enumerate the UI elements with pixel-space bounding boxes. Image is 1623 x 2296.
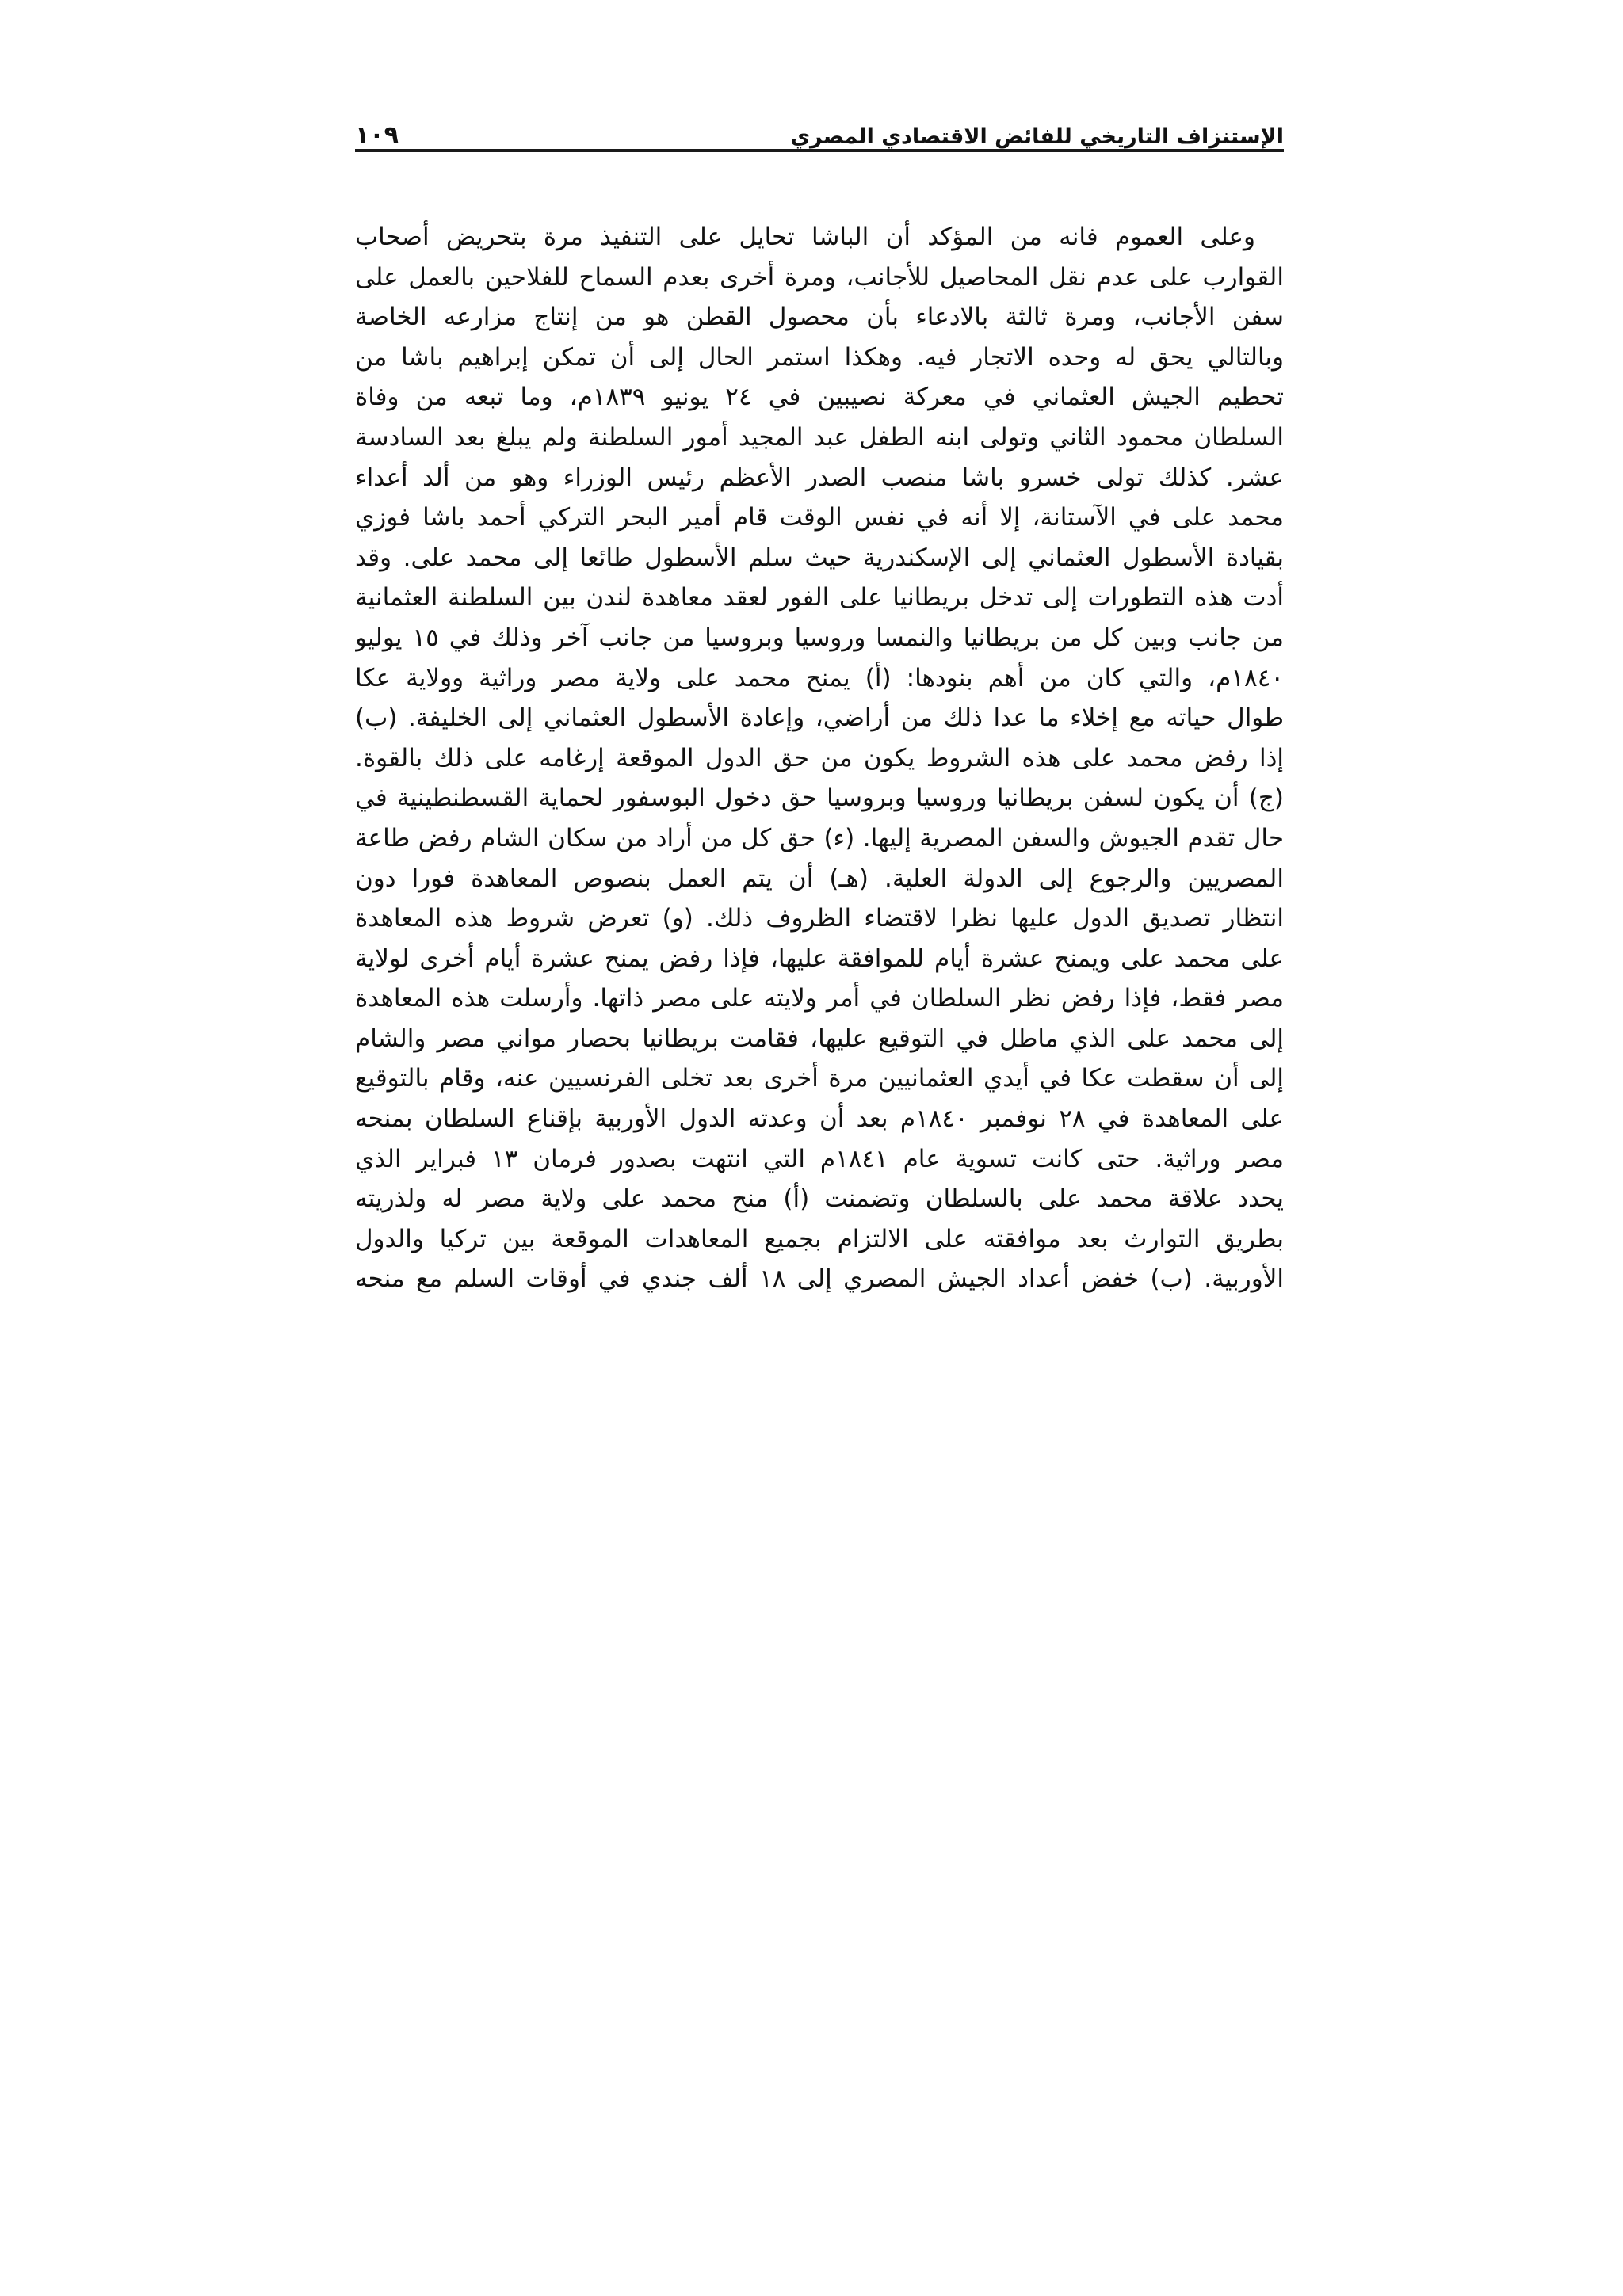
text-line: من جانب وبين كل من بريطانيا والنمسا وروسيا وبروسيا من جانب آخر وذلك في ١٥ يوليو [355,623,1284,652]
text-line: انتظار تصديق الدول عليها نظرا لاقتضاء الظروف ذلك. (و) تعرض شروط هذه المعاهدة [355,904,1284,933]
text-line: الأوربية. (ب) خفض أعداد الجيش المصري إلى ١٨ ألف جندي في أوقات السلم مع منحه [355,1264,1284,1294]
running-title: الإستنزاف التاريخي للفائض الاقتصادي المصري [790,124,1284,149]
running-header [355,101,1284,149]
text-line: إلى محمد على الذي ماطل في التوقيع عليها، فقامت بريطانيا بحصار مواني مصر والشام [355,1024,1284,1053]
text-line: حال تقدم الجيوش والسفن المصرية إليها. (ء) حق كل من أراد من سكان الشام رفض طاعة [355,823,1284,852]
text-line: السلطان محمود الثاني وتولى ابنه الطفل عبد المجيد أمور السلطنة ولم يبلغ بعد السادسة [355,422,1284,452]
text-line: إلى أن سقطت عكا في أيدي العثمانيين مرة أخرى بعد تخلى الفرنسيين عنه، وقام بالتوقيع [355,1064,1284,1093]
text-line: ١٨٤٠م، والتي كان من أهم بنودها: (أ) يمنح محمد على ولاية مصر وراثية وولاية عكا [355,663,1284,692]
text-line: بطريق التوارث بعد موافقته على الالتزام بجميع المعاهدات الموقعة بين تركيا والدول [355,1224,1284,1253]
text-line: طوال حياته مع إخلاء ما عدا ذلك من أراضي، وإعادة الأسطول العثماني إلى الخليفة. (ب) [355,704,1284,733]
text-line: المصريين والرجوع إلى الدولة العلية. (هـ) أن يتم العمل بنصوص المعاهدة فورا دون [355,864,1284,893]
body-text [355,217,1284,1299]
text-line: على المعاهدة في ٢٨ نوفمبر ١٨٤٠م بعد أن وعدته الدول الأوربية بإقناع السلطان بمنحه [355,1104,1284,1134]
text-line: مصر فقط، فإذا رفض نظر السلطان في أمر ولايته على مصر ذاتها. وأرسلت هذه المعاهدة [355,984,1284,1013]
text-line: القوارب على عدم نقل المحاصيل للأجانب، ومرة أخرى بعدم السماح للفلاحين بالعمل على [355,262,1284,292]
text-line: إذا رفض محمد على هذه الشروط يكون من حق الدول الموقعة إرغامه على ذلك بالقوة. [355,743,1284,772]
text-line: على محمد على ويمنح عشرة أيام للموافقة عليها، فإذا رفض يمنح عشرة أيام أخرى لولاية [355,944,1284,973]
text-line: عشر. كذلك تولى خسرو باشا منصب الصدر الأعظم رئيس الوزراء وهو من ألد أعداء [355,463,1284,492]
text-line: سفن الأجانب، ومرة ثالثة بالادعاء بأن محصول القطن هو من إنتاج مزارعه الخاصة [355,303,1284,332]
text-line: مصر وراثية. حتى كانت تسوية عام ١٨٤١م التي انتهت بصدور فرمان ١٣ فبراير الذي [355,1144,1284,1173]
text-line: بقيادة الأسطول العثماني إلى الإسكندرية حيث سلم الأسطول طائعا إلى محمد على. وقد [355,543,1284,572]
text-line: (ج) أن يكون لسفن بريطانيا وروسيا وبروسيا حق دخول البوسفور لحماية القسطنطينية في [355,784,1284,813]
text-line: وعلى العموم فانه من المؤكد أن الباشا تحايل على التنفيذ مرة بتحريض أصحاب [355,223,1255,251]
text-line: أدت هذه التطورات إلى تدخل بريطانيا على الفور لعقد معاهدة لندن بين السلطنة العثمانية [355,583,1284,612]
text-line: وبالتالي يحق له وحده الاتجار فيه. وهكذا استمر الحال إلى أن تمكن إبراهيم باشا من [355,342,1284,372]
header-rule [355,149,1284,152]
text-line: محمد على في الآستانة، إلا أنه في نفس الوقت قام أمير البحر التركي أحمد باشا فوزي [355,503,1284,532]
text-line: يحدد علاقة محمد على بالسلطان وتضمنت (أ) منح محمد على ولاية مصر له ولذريته [355,1184,1284,1214]
page-number: ١٠٩ [355,121,399,149]
text-line: تحطيم الجيش العثماني في معركة نصيبين في ٢٤ يونيو ١٨٣٩م، وما تبعه من وفاة [355,383,1284,412]
